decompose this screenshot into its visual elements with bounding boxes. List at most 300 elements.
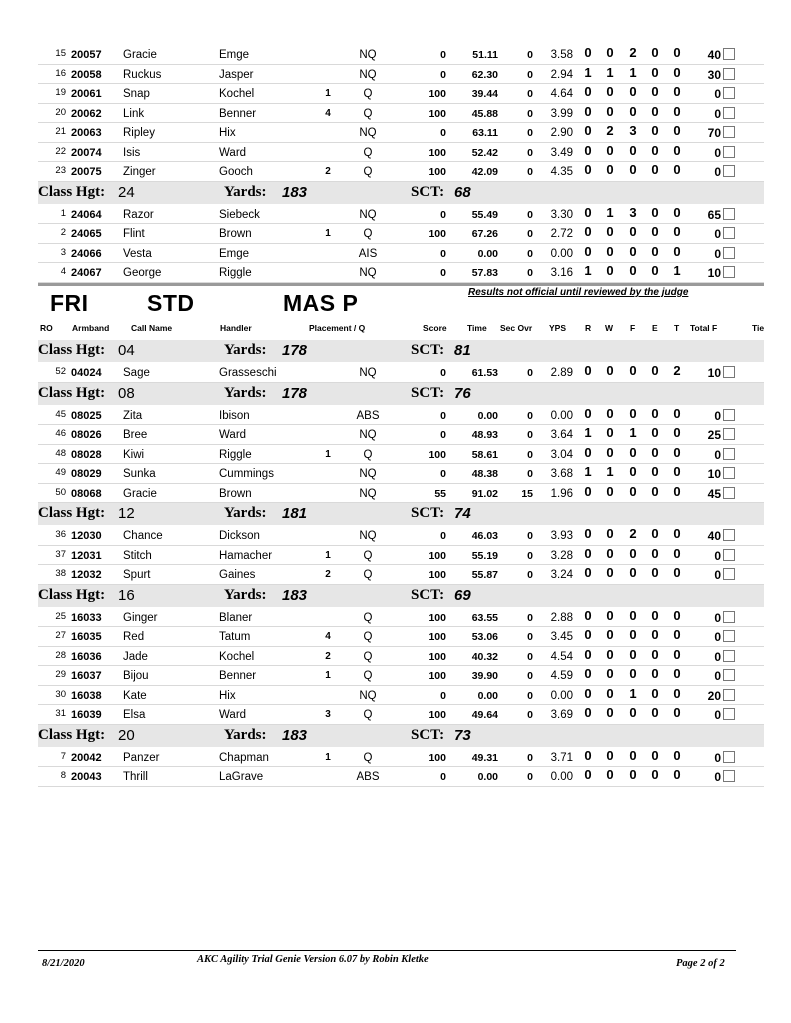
result-row: [38, 608, 764, 628]
footer-page: Page 2 of 2: [676, 958, 725, 969]
result-row: [38, 162, 764, 182]
call-name-cell: George: [123, 267, 162, 279]
handler-cell: Siebeck: [219, 208, 260, 221]
yps-cell: 3.58: [550, 49, 573, 61]
time-cell: 45.88: [471, 107, 498, 120]
wrong-course-cell: 0: [606, 103, 614, 119]
handler-cell: LaGrave: [219, 771, 264, 783]
wrong-course-cell: 0: [606, 405, 614, 421]
total-faults-cell: 20: [707, 688, 721, 703]
call-name-cell: Spurt: [123, 569, 151, 581]
yps-cell: 3.45: [550, 631, 573, 643]
result-row: [38, 546, 764, 566]
score-cell: 100: [428, 650, 446, 663]
table-faults-cell: 0: [673, 204, 681, 220]
qualify-cell: Q: [363, 751, 373, 764]
qualify-cell: Q: [363, 228, 373, 240]
yards-label: Yards:: [224, 183, 267, 200]
call-name-cell: Sunka: [123, 468, 156, 480]
sec-ovr-cell: 0: [527, 468, 533, 480]
col-f: F: [630, 323, 636, 333]
qualify-cell: Q: [363, 709, 373, 721]
score-cell: 0: [440, 689, 446, 702]
tie-checkbox[interactable]: [723, 669, 735, 681]
sct-label: SCT:: [411, 384, 445, 401]
faults-cell: 0: [629, 767, 637, 782]
col-total-f: Total F: [690, 323, 718, 333]
sec-ovr-cell: 0: [527, 530, 533, 542]
total-faults-cell: 70: [707, 126, 721, 140]
tie-checkbox[interactable]: [723, 266, 735, 278]
handler-cell: Brown: [219, 487, 252, 500]
tie-checkbox[interactable]: [723, 689, 735, 701]
result-row: [38, 666, 764, 686]
armband-cell: 20057: [71, 49, 102, 61]
class-height-header: [38, 383, 764, 405]
row-separator: [38, 282, 764, 283]
faults-cell: 0: [629, 224, 637, 239]
class-label: Class Hgt:: [38, 183, 106, 200]
eliminations-cell: 0: [651, 705, 659, 720]
tie-checkbox[interactable]: [723, 165, 735, 177]
result-row: [38, 484, 764, 504]
eliminations-cell: 0: [651, 483, 659, 499]
ro-cell: 20: [55, 106, 66, 118]
handler-cell: Dickson: [219, 530, 260, 542]
refusals-cell: 0: [584, 666, 592, 681]
table-faults-cell: 0: [673, 545, 681, 561]
table-faults-cell: 0: [673, 607, 681, 623]
class-height-value: 20: [118, 726, 135, 744]
refusals-cell: 0: [584, 243, 592, 259]
ro-cell: 38: [55, 568, 66, 579]
ro-cell: 3: [60, 246, 66, 258]
yps-cell: 3.64: [550, 429, 573, 441]
tie-checkbox[interactable]: [723, 549, 735, 561]
handler-cell: Tatum: [219, 631, 251, 643]
refusals-cell: 0: [584, 705, 592, 720]
score-cell: 0: [440, 68, 446, 81]
yards-value: 183: [282, 726, 308, 744]
call-name-cell: Ruckus: [123, 68, 162, 81]
armband-cell: 16039: [71, 709, 102, 721]
score-cell: 0: [440, 771, 446, 783]
yps-cell: 2.94: [550, 68, 573, 81]
tie-checkbox[interactable]: [723, 247, 735, 259]
ro-cell: 52: [55, 366, 66, 377]
yps-cell: 3.49: [550, 146, 573, 159]
class-label: Class Hgt:: [38, 384, 106, 401]
footer-divider: [38, 950, 736, 951]
faults-cell: 1: [629, 685, 637, 701]
placement-cell: 4: [325, 631, 331, 642]
table-faults-cell: 0: [673, 162, 681, 177]
eliminations-cell: 0: [651, 646, 659, 662]
table-faults-cell: 0: [673, 84, 681, 99]
class-height-header: [38, 503, 764, 525]
qualify-cell: Q: [363, 107, 373, 120]
result-row: [38, 526, 764, 546]
sec-ovr-cell: 0: [527, 166, 533, 178]
ro-cell: 46: [55, 428, 66, 439]
armband-cell: 16036: [71, 650, 102, 663]
handler-cell: Riggle: [219, 267, 252, 279]
sct-label: SCT:: [411, 586, 445, 603]
faults-cell: 1: [629, 64, 637, 80]
score-cell: 100: [428, 166, 446, 178]
faults-cell: 0: [629, 464, 637, 479]
total-faults-cell: 10: [707, 366, 721, 380]
eliminations-cell: 0: [651, 526, 659, 541]
ro-cell: 21: [55, 126, 66, 137]
section-course: STD: [147, 290, 195, 316]
eliminations-cell: 0: [651, 204, 659, 220]
table-faults-cell: 2: [673, 363, 681, 378]
eliminations-cell: 0: [651, 747, 659, 763]
wrong-course-cell: 0: [606, 565, 614, 580]
eliminations-cell: 0: [651, 84, 659, 99]
qualify-cell: NQ: [359, 208, 377, 221]
ro-cell: 36: [55, 529, 66, 540]
handler-cell: Emge: [219, 247, 250, 260]
result-row: [38, 104, 764, 124]
class-height-value: 08: [118, 384, 135, 402]
col-w: W: [605, 323, 614, 333]
faults-cell: 0: [629, 545, 637, 561]
tie-checkbox[interactable]: [723, 146, 735, 158]
qualify-cell: NQ: [359, 267, 377, 279]
score-cell: 100: [428, 146, 446, 159]
wrong-course-cell: 1: [606, 204, 614, 220]
yps-cell: 3.99: [550, 107, 573, 120]
tie-checkbox[interactable]: [723, 68, 735, 80]
yps-cell: 0.00: [550, 689, 573, 702]
refusals-cell: 0: [584, 545, 592, 561]
tie-checkbox[interactable]: [723, 48, 735, 60]
tie-checkbox[interactable]: [723, 770, 735, 782]
sec-ovr-cell: 0: [527, 247, 533, 260]
time-cell: 49.64: [471, 709, 498, 721]
sec-ovr-cell: 0: [527, 709, 533, 721]
sct-label: SCT:: [411, 342, 445, 358]
table-faults-cell: 0: [673, 464, 681, 479]
sec-ovr-cell: 0: [527, 751, 533, 764]
armband-cell: 16037: [71, 670, 102, 682]
time-cell: 55.19: [471, 549, 498, 562]
wrong-course-cell: 0: [606, 444, 614, 460]
armband-cell: 20075: [71, 166, 102, 178]
call-name-cell: Chance: [123, 530, 163, 542]
tie-checkbox[interactable]: [723, 366, 735, 378]
class-height-header: [38, 585, 764, 607]
refusals-cell: 0: [584, 405, 592, 421]
wrong-course-cell: 0: [606, 767, 614, 782]
wrong-course-cell: 0: [606, 526, 614, 541]
handler-cell: Emge: [219, 49, 250, 61]
time-cell: 63.55: [471, 611, 498, 624]
eliminations-cell: 0: [651, 142, 659, 158]
eliminations-cell: 0: [651, 263, 659, 278]
faults-cell: 0: [629, 84, 637, 99]
tie-checkbox[interactable]: [723, 751, 735, 763]
result-row: [38, 143, 764, 163]
tie-checkbox[interactable]: [723, 227, 735, 239]
handler-cell: Ibison: [219, 409, 250, 422]
ro-cell: 16: [55, 67, 66, 79]
result-row: [38, 363, 764, 383]
wrong-course-cell: 0: [606, 425, 614, 440]
score-cell: 0: [440, 468, 446, 480]
faults-cell: 0: [629, 142, 637, 158]
time-cell: 0.00: [477, 247, 498, 260]
ro-cell: 19: [55, 87, 66, 98]
sec-ovr-cell: 0: [527, 208, 533, 221]
wrong-course-cell: 1: [606, 64, 614, 80]
refusals-cell: 0: [584, 84, 592, 99]
tie-checkbox[interactable]: [723, 630, 735, 642]
call-name-cell: Thrill: [123, 771, 148, 783]
sct-value: 68: [454, 183, 471, 201]
tie-checkbox[interactable]: [723, 568, 735, 580]
footer-date: 8/21/2020: [42, 958, 85, 969]
score-cell: 0: [440, 208, 446, 221]
disclaimer-note: Results not official until reviewed by the judge: [468, 287, 689, 298]
placement-cell: 1: [325, 670, 331, 681]
placement-cell: 1: [325, 228, 331, 239]
sec-ovr-cell: 0: [527, 49, 533, 61]
yps-cell: 2.72: [550, 228, 573, 240]
call-name-cell: Ginger: [123, 611, 158, 624]
ro-cell: 45: [55, 408, 66, 420]
wrong-course-cell: 0: [606, 685, 614, 701]
yps-cell: 4.54: [550, 650, 573, 663]
refusals-cell: 0: [584, 363, 592, 378]
result-row: [38, 686, 764, 706]
yards-value: 178: [282, 342, 308, 359]
yps-cell: 2.88: [550, 611, 573, 624]
eliminations-cell: 0: [651, 444, 659, 460]
table-faults-cell: 0: [673, 526, 681, 541]
wrong-course-cell: 0: [606, 607, 614, 623]
tie-checkbox[interactable]: [723, 529, 735, 541]
armband-cell: 08068: [71, 487, 102, 500]
handler-cell: Hamacher: [219, 549, 273, 562]
sct-value: 74: [454, 505, 471, 522]
yards-label: Yards:: [224, 726, 267, 743]
total-faults-cell: 10: [707, 266, 721, 280]
armband-cell: 08025: [71, 409, 102, 422]
placement-cell: 1: [325, 751, 331, 763]
refusals-cell: 0: [584, 607, 592, 623]
tie-checkbox[interactable]: [723, 208, 735, 220]
table-faults-cell: 0: [673, 425, 681, 440]
handler-cell: Blaner: [219, 611, 253, 624]
wrong-course-cell: 0: [606, 224, 614, 239]
total-faults-cell: 0: [714, 106, 721, 121]
score-cell: 0: [440, 49, 446, 61]
wrong-course-cell: 0: [606, 545, 614, 561]
tie-checkbox[interactable]: [723, 611, 735, 623]
score-cell: 100: [428, 549, 446, 562]
sct-value: 69: [454, 586, 471, 604]
handler-cell: Gooch: [219, 166, 253, 178]
refusals-cell: 0: [584, 45, 592, 60]
qualify-cell: Q: [363, 146, 373, 159]
tie-checkbox[interactable]: [723, 708, 735, 720]
result-row: [38, 748, 764, 768]
sec-ovr-cell: 0: [527, 409, 533, 422]
time-cell: 58.61: [471, 448, 498, 461]
sec-ovr-cell: 15: [521, 487, 533, 500]
total-faults-cell: 0: [714, 408, 721, 423]
table-faults-cell: 0: [673, 64, 681, 80]
result-row: [38, 84, 764, 104]
yps-cell: 0.00: [550, 247, 573, 260]
qualify-cell: ABS: [356, 409, 380, 422]
ro-cell: 30: [55, 688, 66, 700]
tie-checkbox[interactable]: [723, 467, 735, 479]
total-faults-cell: 0: [714, 447, 721, 462]
yps-cell: 1.96: [550, 487, 573, 500]
total-faults-cell: 0: [714, 770, 721, 784]
ro-cell: 23: [55, 165, 66, 176]
score-cell: 100: [428, 611, 446, 624]
qualify-cell: NQ: [359, 68, 377, 81]
score-cell: 100: [428, 88, 446, 100]
table-faults-cell: 0: [673, 123, 681, 138]
armband-cell: 08026: [71, 429, 102, 441]
time-cell: 91.02: [471, 487, 498, 500]
armband-cell: 16038: [71, 689, 102, 702]
tie-checkbox[interactable]: [723, 87, 735, 99]
sec-ovr-cell: 0: [527, 68, 533, 81]
call-name-cell: Kate: [123, 689, 147, 702]
table-faults-cell: 0: [673, 142, 681, 158]
yps-cell: 3.24: [550, 569, 573, 581]
result-row: [38, 647, 764, 667]
tie-checkbox[interactable]: [723, 409, 735, 421]
tie-checkbox[interactable]: [723, 650, 735, 662]
score-cell: 100: [428, 228, 446, 240]
ro-cell: 48: [55, 447, 66, 459]
yards-value: 181: [282, 505, 308, 522]
call-name-cell: Gracie: [123, 487, 157, 500]
qualify-cell: NQ: [359, 468, 377, 480]
result-row: [38, 224, 764, 244]
time-cell: 0.00: [477, 409, 498, 422]
footer-program: AKC Agility Trial Genie Version 6.07 by Robin Kletke: [197, 954, 429, 965]
eliminations-cell: 0: [651, 243, 659, 259]
refusals-cell: 0: [584, 767, 592, 782]
placement-cell: 2: [325, 650, 331, 662]
ro-cell: 15: [55, 48, 66, 59]
sec-ovr-cell: 0: [527, 228, 533, 240]
time-cell: 62.30: [471, 68, 498, 81]
score-cell: 100: [428, 448, 446, 461]
call-name-cell: Gracie: [123, 49, 157, 61]
placement-cell: 3: [325, 709, 331, 720]
placement-cell: 1: [325, 88, 331, 99]
tie-checkbox[interactable]: [723, 448, 735, 460]
col-call-name: Call Name: [131, 323, 173, 333]
class-height-value: 04: [118, 342, 135, 359]
result-row: [38, 263, 764, 283]
total-faults-cell: 0: [714, 87, 721, 101]
tie-checkbox[interactable]: [723, 107, 735, 119]
call-name-cell: Sage: [123, 367, 150, 379]
wrong-course-cell: 0: [606, 84, 614, 99]
ro-cell: 37: [55, 548, 66, 560]
call-name-cell: Bree: [123, 429, 148, 441]
handler-cell: Ward: [219, 429, 247, 441]
yps-cell: 3.93: [550, 530, 573, 542]
qualify-cell: Q: [363, 166, 373, 178]
eliminations-cell: 0: [651, 224, 659, 239]
time-cell: 46.03: [471, 530, 498, 542]
tie-checkbox[interactable]: [723, 487, 735, 499]
placement-cell: 4: [325, 107, 331, 119]
armband-cell: 20063: [71, 127, 102, 139]
eliminations-cell: 0: [651, 666, 659, 681]
total-faults-cell: 0: [714, 165, 721, 179]
faults-cell: 0: [629, 405, 637, 421]
table-faults-cell: 0: [673, 705, 681, 720]
faults-cell: 3: [629, 123, 637, 138]
placement-cell: 1: [325, 549, 331, 561]
armband-cell: 08029: [71, 468, 102, 480]
yps-cell: 4.64: [550, 88, 573, 100]
score-cell: 0: [440, 267, 446, 279]
faults-cell: 1: [629, 425, 637, 440]
result-row: [38, 406, 764, 426]
ro-cell: 4: [60, 266, 66, 277]
score-cell: 0: [440, 127, 446, 139]
qualify-cell: Q: [363, 448, 373, 461]
class-height-value: 16: [118, 586, 135, 604]
sec-ovr-cell: 0: [527, 267, 533, 279]
refusals-cell: 0: [584, 627, 592, 642]
refusals-cell: 1: [584, 263, 592, 278]
table-faults-cell: 0: [673, 767, 681, 782]
tie-checkbox[interactable]: [723, 428, 735, 440]
sec-ovr-cell: 0: [527, 88, 533, 100]
ro-cell: 25: [55, 610, 66, 622]
sec-ovr-cell: 0: [527, 771, 533, 783]
wrong-course-cell: 0: [606, 627, 614, 642]
class-height-value: 24: [118, 183, 135, 201]
refusals-cell: 0: [584, 224, 592, 239]
class-height-header: [38, 725, 764, 747]
wrong-course-cell: 0: [606, 666, 614, 681]
yards-label: Yards:: [224, 342, 267, 358]
sec-ovr-cell: 0: [527, 569, 533, 581]
armband-cell: 08028: [71, 448, 102, 461]
handler-cell: Hix: [219, 689, 236, 702]
qualify-cell: Q: [363, 569, 373, 581]
total-faults-cell: 65: [707, 207, 721, 222]
refusals-cell: 1: [584, 425, 592, 440]
sec-ovr-cell: 0: [527, 689, 533, 702]
time-cell: 55.87: [471, 569, 498, 581]
sec-ovr-cell: 0: [527, 448, 533, 461]
table-faults-cell: 0: [673, 444, 681, 460]
sct-label: SCT:: [411, 726, 445, 743]
eliminations-cell: 0: [651, 45, 659, 60]
armband-cell: 20061: [71, 88, 102, 100]
faults-cell: 0: [629, 363, 637, 378]
tie-checkbox[interactable]: [723, 126, 735, 138]
qualify-cell: Q: [363, 549, 373, 562]
